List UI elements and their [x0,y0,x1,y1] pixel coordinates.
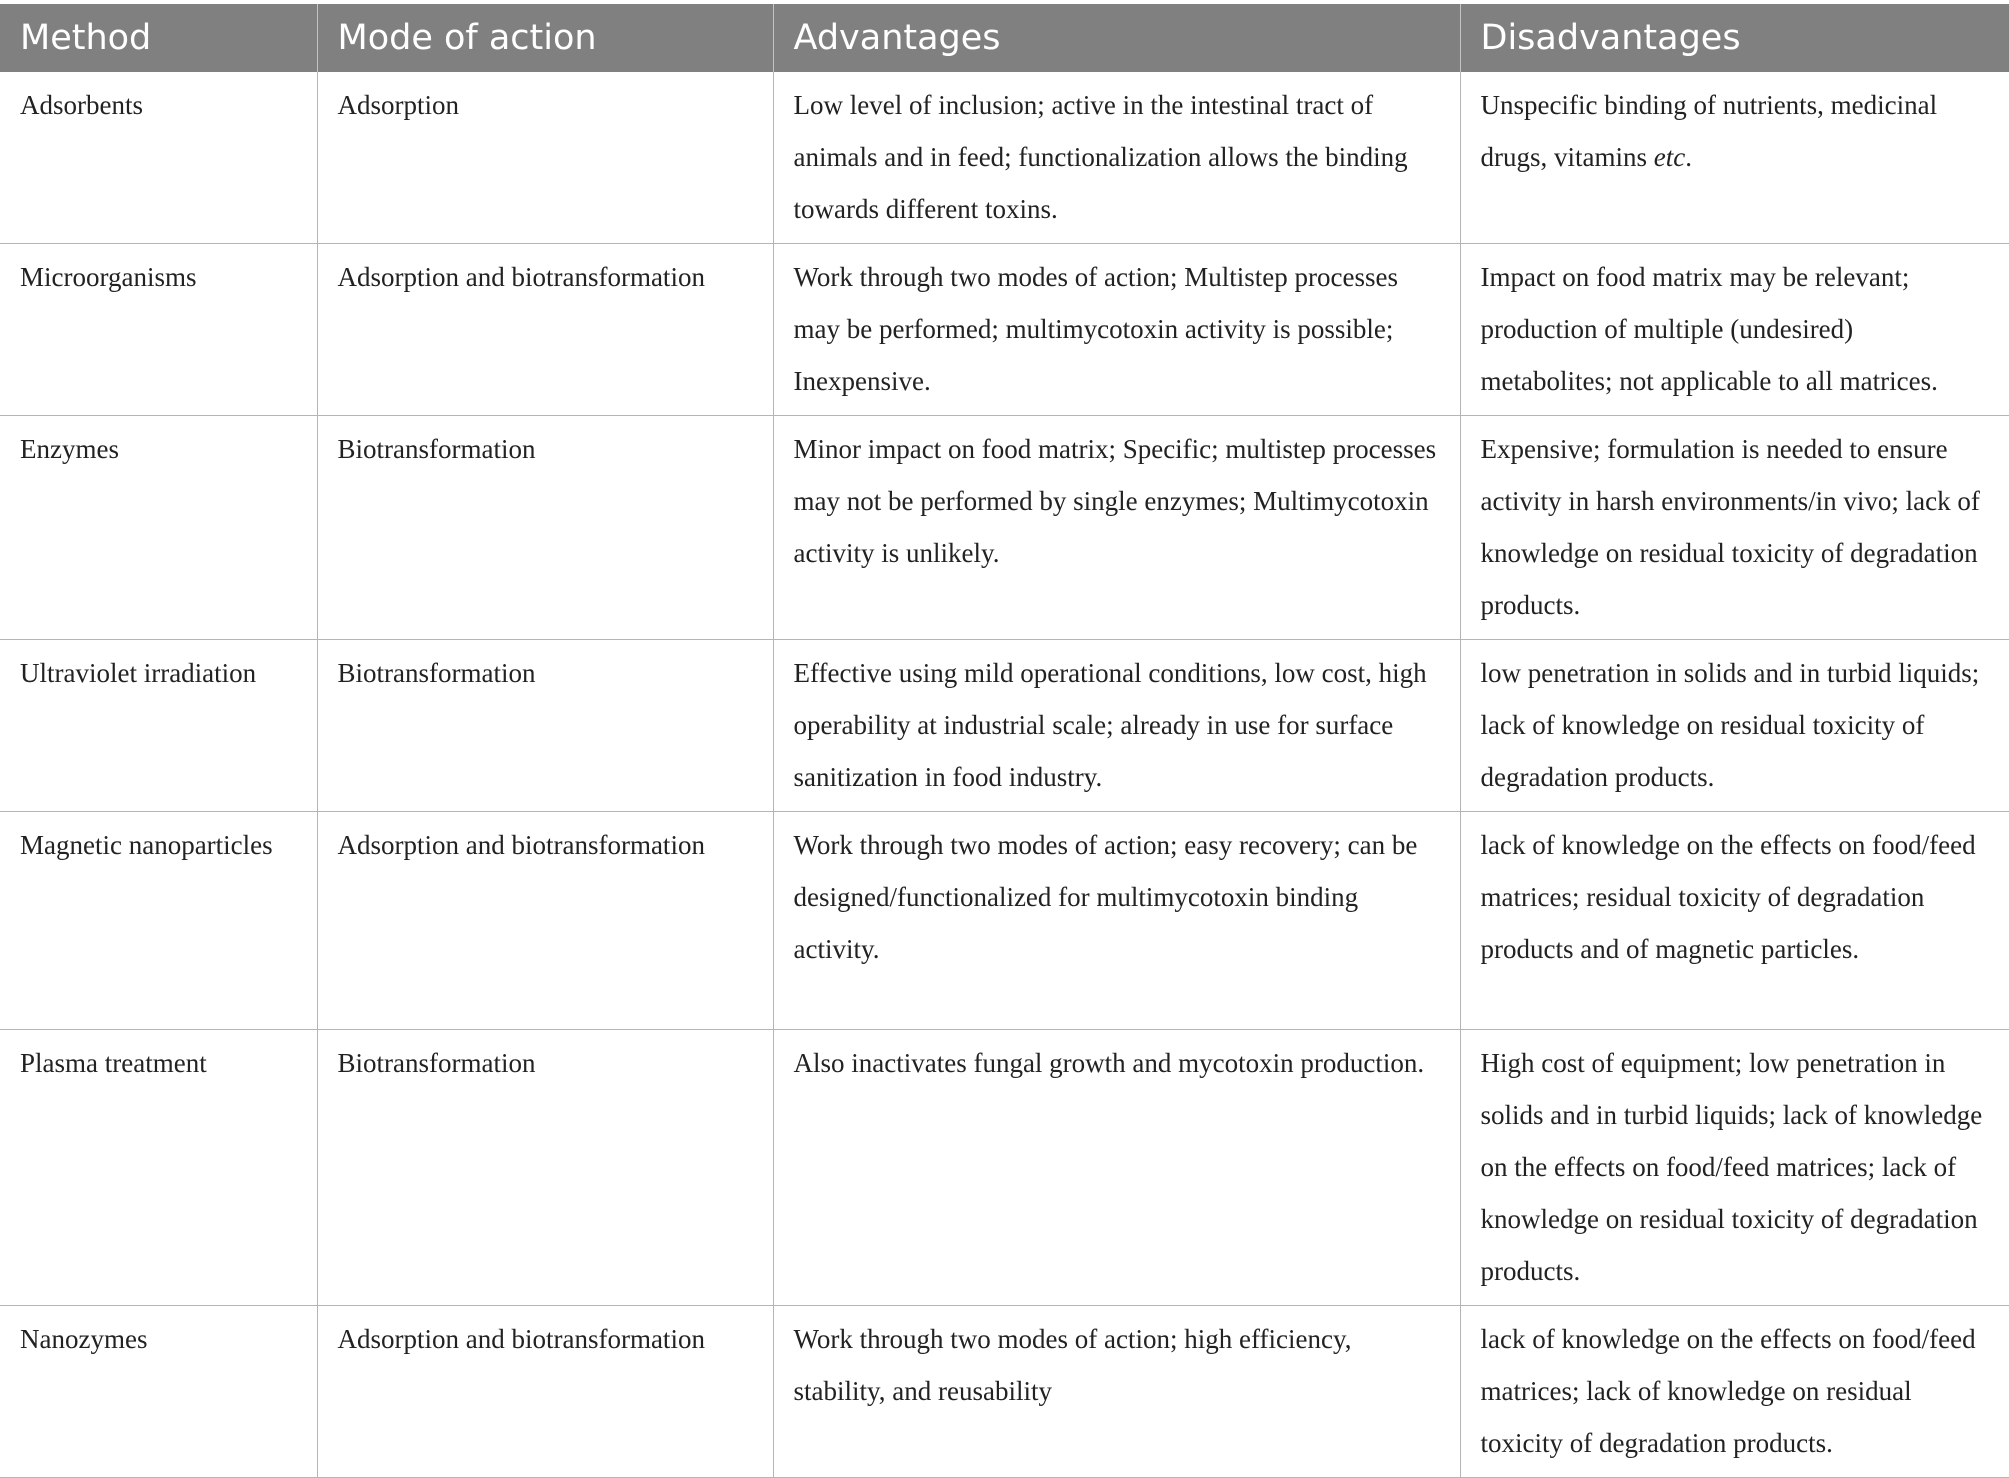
cell-disadvantages: Expensive; formulation is needed to ensure activity in harsh environments/in vivo; lack of knowledge on residual toxicity of degradation products. [1460,416,2009,640]
comparison-table-wrapper [0,4,2009,1478]
table-row [0,640,2009,812]
table-row [0,1306,2009,1478]
table-header [0,4,2009,72]
cell-mode: Biotransformation [317,1030,773,1306]
cell-advantages: Work through two modes of action; easy recovery; can be designed/functionalized for multimycotoxin binding activity. [773,812,1460,1030]
cell-disadvantages [1460,72,2009,244]
cell-method: Magnetic nanoparticles [0,812,317,1030]
cell-method: Ultraviolet irradiation [0,640,317,812]
cell-mode: Biotransformation [317,416,773,640]
cell-mode: Adsorption and biotransformation [317,1306,773,1478]
cell-advantages: Work through two modes of action; Multistep processes may be performed; multimycotoxin activity is possible; Inexpensive. [773,244,1460,416]
cell-method: Nanozymes [0,1306,317,1478]
methods-comparison-table [0,4,2009,1478]
cell-disadvantages-italic: etc [1653,142,1686,172]
table-row [0,72,2009,244]
cell-advantages: Low level of inclusion; active in the intestinal tract of animals and in feed; functionalization allows the binding towards different toxins. [773,72,1460,244]
cell-disadvantages-text: Unspecific binding of nutrients, medicinal drugs, vitamins [1480,90,1938,172]
cell-disadvantages: lack of knowledge on the effects on food/feed matrices; residual toxicity of degradation products and of magnetic particles. [1460,812,2009,1030]
cell-mode: Adsorption and biotransformation [317,244,773,416]
table-row [0,812,2009,1030]
cell-method: Microorganisms [0,244,317,416]
cell-method: Plasma treatment [0,1030,317,1306]
cell-advantages: Also inactivates fungal growth and mycotoxin production. [773,1030,1460,1306]
header-advantages: Advantages [773,4,1460,72]
header-method: Method [0,4,317,72]
cell-advantages: Minor impact on food matrix; Specific; multistep processes may not be performed by single enzymes; Multimycotoxin activity is unlikely. [773,416,1460,640]
table-row [0,416,2009,640]
cell-advantages: Work through two modes of action; high efficiency, stability, and reusability [773,1306,1460,1478]
cell-advantages: Effective using mild operational conditions, low cost, high operability at industrial scale; already in use for surface sanitization in food industry. [773,640,1460,812]
cell-disadvantages: lack of knowledge on the effects on food/feed matrices; lack of knowledge on residual toxicity of degradation products. [1460,1306,2009,1478]
cell-disadvantages: Impact on food matrix may be relevant; production of multiple (undesired) metabolites; not applicable to all matrices. [1460,244,2009,416]
table-row [0,244,2009,416]
header-mode-of-action: Mode of action [317,4,773,72]
cell-disadvantages: low penetration in solids and in turbid liquids; lack of knowledge on residual toxicity of degradation products. [1460,640,2009,812]
cell-disadvantages-end: . [1685,142,1692,172]
cell-mode: Biotransformation [317,640,773,812]
cell-mode: Adsorption and biotransformation [317,812,773,1030]
cell-method: Enzymes [0,416,317,640]
header-row [0,4,2009,72]
table-row [0,1030,2009,1306]
table-body [0,72,2009,1478]
header-disadvantages: Disadvantages [1460,4,2009,72]
cell-disadvantages: High cost of equipment; low penetration in solids and in turbid liquids; lack of knowledge on the effects on food/feed matrices; lack of knowledge on residual toxicity of degradation products. [1460,1030,2009,1306]
cell-method: Adsorbents [0,72,317,244]
cell-mode: Adsorption [317,72,773,244]
